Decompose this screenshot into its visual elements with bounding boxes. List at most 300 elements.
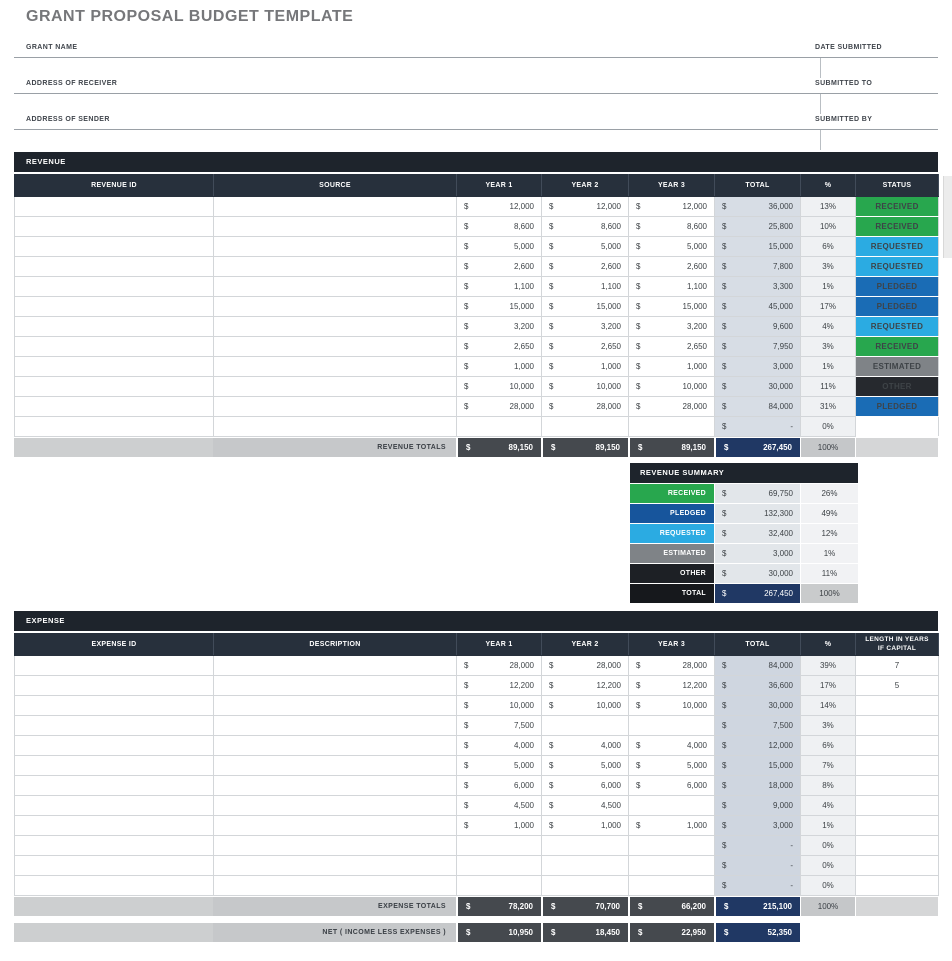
money-value <box>715 549 800 558</box>
capital-years-cell[interactable] <box>856 816 939 836</box>
total-cell[interactable] <box>715 237 801 257</box>
status-cell[interactable]: RECEIVED <box>856 217 939 237</box>
year3-cell[interactable] <box>629 756 715 776</box>
percent-cell[interactable]: 31% <box>801 397 856 417</box>
total-cell[interactable] <box>715 736 801 756</box>
year1-cell[interactable] <box>457 816 542 836</box>
year1-cell[interactable] <box>457 876 542 896</box>
amount: 7,800 <box>772 262 793 271</box>
amount: 5,000 <box>513 761 534 770</box>
amount: 28,000 <box>682 402 707 411</box>
summary-percent-cell[interactable]: 1% <box>800 544 858 563</box>
year3-cell[interactable] <box>629 696 715 716</box>
net-year2 <box>541 923 628 942</box>
amount: 32,400 <box>768 529 793 538</box>
year2-cell[interactable] <box>542 836 629 856</box>
submitted-by-input[interactable] <box>821 130 938 150</box>
capital-years-cell[interactable] <box>856 716 939 736</box>
money-value <box>715 841 800 850</box>
revenue-id-cell[interactable] <box>15 417 214 437</box>
year3-cell[interactable] <box>629 197 715 217</box>
year1-cell[interactable] <box>457 357 542 377</box>
year3-cell[interactable] <box>629 237 715 257</box>
total-cell[interactable] <box>715 397 801 417</box>
total-cell[interactable] <box>715 257 801 277</box>
total-cell[interactable] <box>715 297 801 317</box>
year3-cell[interactable] <box>629 417 715 437</box>
source-cell[interactable] <box>214 357 457 377</box>
year2-cell[interactable] <box>542 656 629 676</box>
status-cell[interactable]: RECEIVED <box>856 337 939 357</box>
percent-cell[interactable]: 17% <box>801 297 856 317</box>
currency-symbol: $ <box>466 928 471 937</box>
expense-id-cell[interactable] <box>15 736 214 756</box>
expense-totals-row <box>14 897 938 916</box>
money-value <box>542 262 628 271</box>
net-label-cell <box>14 923 456 942</box>
amount: 6,000 <box>686 781 707 790</box>
amount: 8,600 <box>600 222 621 231</box>
currency-symbol: $ <box>549 781 554 790</box>
status-cell[interactable]: REQUESTED <box>856 257 939 277</box>
total-cell[interactable] <box>715 836 801 856</box>
expense-id-cell[interactable] <box>15 876 214 896</box>
year2-cell[interactable] <box>542 776 629 796</box>
source-cell[interactable] <box>214 397 457 417</box>
total-cell[interactable] <box>715 656 801 676</box>
revenue-id-cell[interactable] <box>15 397 214 417</box>
currency-symbol: $ <box>722 861 727 870</box>
description-cell[interactable] <box>214 876 457 896</box>
col-header-year1: YEAR 1 <box>457 634 542 656</box>
currency-symbol: $ <box>636 362 641 371</box>
currency-symbol: $ <box>464 322 469 331</box>
expense-total-percent: 100% <box>800 897 855 916</box>
year2-cell[interactable] <box>542 716 629 736</box>
description-cell[interactable] <box>214 836 457 856</box>
percent-cell[interactable]: 0% <box>801 856 856 876</box>
year3-cell[interactable] <box>629 836 715 856</box>
year1-cell[interactable] <box>457 836 542 856</box>
total-cell[interactable] <box>715 796 801 816</box>
source-cell[interactable] <box>214 257 457 277</box>
year2-cell[interactable] <box>542 756 629 776</box>
source-cell[interactable] <box>214 337 457 357</box>
year2-cell[interactable] <box>542 317 629 337</box>
source-cell[interactable] <box>214 417 457 437</box>
summary-value-cell[interactable] <box>714 564 800 583</box>
year1-cell[interactable] <box>457 676 542 696</box>
year1-cell[interactable] <box>457 417 542 437</box>
amount: 12,000 <box>682 202 707 211</box>
percent-cell[interactable]: 6% <box>801 736 856 756</box>
summary-value-cell[interactable] <box>714 484 800 503</box>
summary-status-label: OTHER <box>630 564 714 583</box>
total-cell[interactable] <box>715 816 801 836</box>
currency-symbol: $ <box>464 721 469 730</box>
year1-cell[interactable] <box>457 397 542 417</box>
status-cell[interactable]: ESTIMATED <box>856 357 939 377</box>
money-value <box>629 202 714 211</box>
summary-percent-cell[interactable]: 11% <box>800 564 858 583</box>
year3-cell[interactable] <box>629 257 715 277</box>
summary-value-cell[interactable] <box>714 544 800 563</box>
expense-id-cell[interactable] <box>15 856 214 876</box>
description-cell[interactable] <box>214 736 457 756</box>
percent-cell[interactable]: 17% <box>801 676 856 696</box>
description-cell[interactable] <box>214 796 457 816</box>
expense-id-cell[interactable] <box>15 676 214 696</box>
year1-cell[interactable] <box>457 856 542 876</box>
total-cell[interactable] <box>715 776 801 796</box>
year2-cell[interactable] <box>542 417 629 437</box>
address-of-sender-input[interactable] <box>14 130 819 150</box>
currency-symbol: $ <box>722 362 727 371</box>
currency-symbol: $ <box>722 302 727 311</box>
expense-id-cell[interactable] <box>15 656 214 676</box>
year2-cell[interactable] <box>542 377 629 397</box>
percent-cell[interactable]: 13% <box>801 197 856 217</box>
percent-cell[interactable]: 1% <box>801 357 856 377</box>
money-value <box>715 402 800 411</box>
source-cell[interactable] <box>214 237 457 257</box>
year3-cell[interactable] <box>629 876 715 896</box>
revenue-id-cell[interactable] <box>15 237 214 257</box>
currency-symbol: $ <box>638 443 643 452</box>
currency-symbol: $ <box>722 761 727 770</box>
currency-symbol: $ <box>722 322 727 331</box>
percent-cell[interactable]: 3% <box>801 716 856 736</box>
year1-cell[interactable] <box>457 716 542 736</box>
year2-cell[interactable] <box>542 876 629 896</box>
percent-cell[interactable]: 1% <box>801 816 856 836</box>
total-cell[interactable] <box>715 696 801 716</box>
percent-cell[interactable]: 6% <box>801 237 856 257</box>
year2-cell[interactable] <box>542 736 629 756</box>
year3-cell[interactable] <box>629 656 715 676</box>
summary-value-cell[interactable] <box>714 524 800 543</box>
currency-symbol: $ <box>636 382 641 391</box>
year2-cell[interactable] <box>542 217 629 237</box>
capital-years-cell[interactable] <box>856 876 939 896</box>
percent-cell[interactable]: 0% <box>801 836 856 856</box>
money-value <box>457 402 541 411</box>
status-cell[interactable]: REQUESTED <box>856 237 939 257</box>
net-grand-total <box>714 923 800 942</box>
year1-cell[interactable] <box>457 317 542 337</box>
currency-symbol: $ <box>464 342 469 351</box>
year1-cell[interactable] <box>457 237 542 257</box>
currency-symbol: $ <box>549 342 554 351</box>
col-header-status: STATUS <box>856 175 939 197</box>
year2-cell[interactable] <box>542 297 629 317</box>
year1-cell[interactable] <box>457 377 542 397</box>
year2-cell[interactable] <box>542 397 629 417</box>
address-of-receiver-input[interactable] <box>14 94 819 114</box>
year3-cell[interactable] <box>629 297 715 317</box>
revenue-section <box>14 152 938 457</box>
percent-cell[interactable]: 4% <box>801 796 856 816</box>
summary-value-cell[interactable] <box>714 504 800 523</box>
expense-total-year2 <box>541 897 628 916</box>
year1-cell[interactable] <box>457 756 542 776</box>
date-submitted-label: DATE SUBMITTED <box>815 44 882 51</box>
currency-symbol: $ <box>549 801 554 810</box>
description-cell[interactable] <box>214 716 457 736</box>
year1-cell[interactable] <box>457 297 542 317</box>
money-value <box>457 821 541 830</box>
total-cell[interactable] <box>715 197 801 217</box>
currency-symbol: $ <box>464 661 469 670</box>
currency-symbol: $ <box>464 821 469 830</box>
revenue-id-cell[interactable] <box>15 217 214 237</box>
year1-cell[interactable] <box>457 277 542 297</box>
currency-symbol: $ <box>549 222 554 231</box>
source-cell[interactable] <box>214 297 457 317</box>
currency-symbol: $ <box>464 741 469 750</box>
year2-cell[interactable] <box>542 277 629 297</box>
summary-percent-cell[interactable]: 12% <box>800 524 858 543</box>
revenue-id-cell[interactable] <box>15 337 214 357</box>
revenue-id-cell[interactable] <box>15 277 214 297</box>
money-value <box>542 382 628 391</box>
percent-cell[interactable]: 10% <box>801 217 856 237</box>
capital-years-cell[interactable] <box>856 696 939 716</box>
year1-cell[interactable] <box>457 656 542 676</box>
revenue-id-cell[interactable] <box>15 257 214 277</box>
year2-cell[interactable] <box>542 237 629 257</box>
year1-cell[interactable] <box>457 736 542 756</box>
revenue-section-header: REVENUE <box>14 152 938 172</box>
money-value <box>542 222 628 231</box>
expense-row <box>15 836 939 856</box>
year3-cell[interactable] <box>629 776 715 796</box>
year1-cell[interactable] <box>457 337 542 357</box>
amount: 15,000 <box>596 302 621 311</box>
summary-row <box>630 564 858 584</box>
capital-years-cell[interactable] <box>856 756 939 776</box>
capital-years-cell[interactable] <box>856 856 939 876</box>
summary-percent-cell[interactable]: 26% <box>800 484 858 503</box>
total-cell[interactable] <box>715 217 801 237</box>
status-cell[interactable]: OTHER <box>856 377 939 397</box>
percent-cell[interactable]: 39% <box>801 656 856 676</box>
money-value <box>457 741 541 750</box>
total-cell[interactable] <box>715 716 801 736</box>
percent-cell[interactable]: 14% <box>801 696 856 716</box>
description-cell[interactable] <box>214 756 457 776</box>
currency-symbol: $ <box>549 402 554 411</box>
total-cell[interactable] <box>715 377 801 397</box>
year3-cell[interactable] <box>629 277 715 297</box>
percent-cell[interactable]: 0% <box>801 417 856 437</box>
description-cell[interactable] <box>214 696 457 716</box>
money-value <box>542 781 628 790</box>
source-cell[interactable] <box>214 277 457 297</box>
expense-id-cell[interactable] <box>15 716 214 736</box>
money-value <box>457 681 541 690</box>
year3-cell[interactable] <box>629 217 715 237</box>
total-cell[interactable] <box>715 676 801 696</box>
year1-cell[interactable] <box>457 776 542 796</box>
year3-cell[interactable] <box>629 357 715 377</box>
description-cell[interactable] <box>214 856 457 876</box>
year3-cell[interactable] <box>629 716 715 736</box>
revenue-id-cell[interactable] <box>15 357 214 377</box>
year3-cell[interactable] <box>629 377 715 397</box>
total-cell[interactable] <box>715 876 801 896</box>
capital-years-cell[interactable]: 5 <box>856 676 939 696</box>
currency-symbol: $ <box>724 443 729 452</box>
amount: 6,000 <box>600 781 621 790</box>
amount: 18,000 <box>768 781 793 790</box>
total-cell[interactable] <box>715 277 801 297</box>
status-cell[interactable] <box>856 417 939 437</box>
percent-cell[interactable]: 7% <box>801 756 856 776</box>
percent-cell[interactable]: 3% <box>801 257 856 277</box>
net-spacer <box>14 923 213 942</box>
amount: 36,600 <box>768 681 793 690</box>
year1-cell[interactable] <box>457 696 542 716</box>
amount: 1,000 <box>686 362 707 371</box>
total-cell[interactable] <box>715 357 801 377</box>
money-value <box>629 242 714 251</box>
total-cell[interactable] <box>715 417 801 437</box>
year2-cell[interactable] <box>542 696 629 716</box>
net-label: NET ( INCOME LESS EXPENSES ) <box>213 923 456 942</box>
money-value <box>542 242 628 251</box>
summary-percent-cell[interactable]: 49% <box>800 504 858 523</box>
currency-symbol: $ <box>464 801 469 810</box>
amount: 15,000 <box>682 302 707 311</box>
source-cell[interactable] <box>214 217 457 237</box>
percent-cell[interactable]: 4% <box>801 317 856 337</box>
source-cell[interactable] <box>214 377 457 397</box>
money-value <box>457 322 541 331</box>
net-amount: 22,950 <box>681 928 706 937</box>
source-cell[interactable] <box>214 197 457 217</box>
revenue-id-cell[interactable] <box>15 197 214 217</box>
year2-cell[interactable] <box>542 676 629 696</box>
currency-symbol: $ <box>636 781 641 790</box>
year2-cell[interactable] <box>542 197 629 217</box>
expense-id-cell[interactable] <box>15 836 214 856</box>
money-value <box>629 382 714 391</box>
total-cell[interactable] <box>715 337 801 357</box>
money-value <box>542 282 628 291</box>
year1-cell[interactable] <box>457 796 542 816</box>
grant-name-input[interactable] <box>14 58 819 78</box>
capital-years-cell[interactable] <box>856 736 939 756</box>
percent-cell[interactable]: 3% <box>801 337 856 357</box>
year1-cell[interactable] <box>457 257 542 277</box>
year1-cell[interactable] <box>457 197 542 217</box>
status-cell[interactable]: REQUESTED <box>856 317 939 337</box>
status-cell[interactable]: PLEDGED <box>856 297 939 317</box>
scrollbar[interactable] <box>943 176 952 258</box>
expense-id-cell[interactable] <box>15 696 214 716</box>
year3-cell[interactable] <box>629 856 715 876</box>
total-cell[interactable] <box>715 756 801 776</box>
year3-cell[interactable] <box>629 337 715 357</box>
money-value <box>629 661 714 670</box>
amount: 15,000 <box>509 302 534 311</box>
expense-id-cell[interactable] <box>15 796 214 816</box>
date-submitted-input[interactable] <box>821 58 938 78</box>
expense-id-cell[interactable] <box>15 776 214 796</box>
status-cell[interactable]: RECEIVED <box>856 197 939 217</box>
year3-cell[interactable] <box>629 796 715 816</box>
year3-cell[interactable] <box>629 317 715 337</box>
expense-id-cell[interactable] <box>15 816 214 836</box>
money-value <box>629 322 714 331</box>
capital-years-cell[interactable] <box>856 796 939 816</box>
money-value <box>457 302 541 311</box>
submitted-to-input[interactable] <box>821 94 938 114</box>
year3-cell[interactable] <box>629 397 715 417</box>
description-cell[interactable] <box>214 676 457 696</box>
col-header-year2: YEAR 2 <box>542 175 629 197</box>
revenue-row <box>15 397 939 417</box>
status-cell[interactable]: PLEDGED <box>856 397 939 417</box>
percent-cell[interactable]: 11% <box>801 377 856 397</box>
capital-years-cell[interactable] <box>856 776 939 796</box>
year3-cell[interactable] <box>629 736 715 756</box>
amount: 1,000 <box>513 821 534 830</box>
year2-cell[interactable] <box>542 337 629 357</box>
year2-cell[interactable] <box>542 816 629 836</box>
description-cell[interactable] <box>214 816 457 836</box>
currency-symbol: $ <box>722 589 727 598</box>
year3-cell[interactable] <box>629 676 715 696</box>
year1-cell[interactable] <box>457 217 542 237</box>
description-cell[interactable] <box>214 656 457 676</box>
amount: 12,000 <box>768 741 793 750</box>
net-year3 <box>628 923 714 942</box>
source-cell[interactable] <box>214 317 457 337</box>
currency-symbol: $ <box>722 841 727 850</box>
money-value <box>715 741 800 750</box>
percent-cell[interactable]: 8% <box>801 776 856 796</box>
currency-symbol: $ <box>636 322 641 331</box>
percent-cell[interactable]: 1% <box>801 277 856 297</box>
revenue-id-cell[interactable] <box>15 317 214 337</box>
year2-cell[interactable] <box>542 257 629 277</box>
total-cell[interactable] <box>715 856 801 876</box>
revenue-id-cell[interactable] <box>15 297 214 317</box>
percent-cell[interactable]: 0% <box>801 876 856 896</box>
year2-cell[interactable] <box>542 796 629 816</box>
currency-symbol: $ <box>636 302 641 311</box>
capital-years-cell[interactable] <box>856 836 939 856</box>
expense-row <box>15 696 939 716</box>
revenue-id-cell[interactable] <box>15 377 214 397</box>
year3-cell[interactable] <box>629 816 715 836</box>
year2-cell[interactable] <box>542 856 629 876</box>
amount: 1,000 <box>513 362 534 371</box>
status-cell[interactable]: PLEDGED <box>856 277 939 297</box>
currency-symbol: $ <box>722 881 727 890</box>
total-cell[interactable] <box>715 317 801 337</box>
year2-cell[interactable] <box>542 357 629 377</box>
money-value <box>629 342 714 351</box>
money-value <box>457 262 541 271</box>
expense-id-cell[interactable] <box>15 756 214 776</box>
capital-years-cell[interactable]: 7 <box>856 656 939 676</box>
money-value <box>629 681 714 690</box>
description-cell[interactable] <box>214 776 457 796</box>
address-of-receiver-label: ADDRESS OF RECEIVER <box>26 80 118 87</box>
